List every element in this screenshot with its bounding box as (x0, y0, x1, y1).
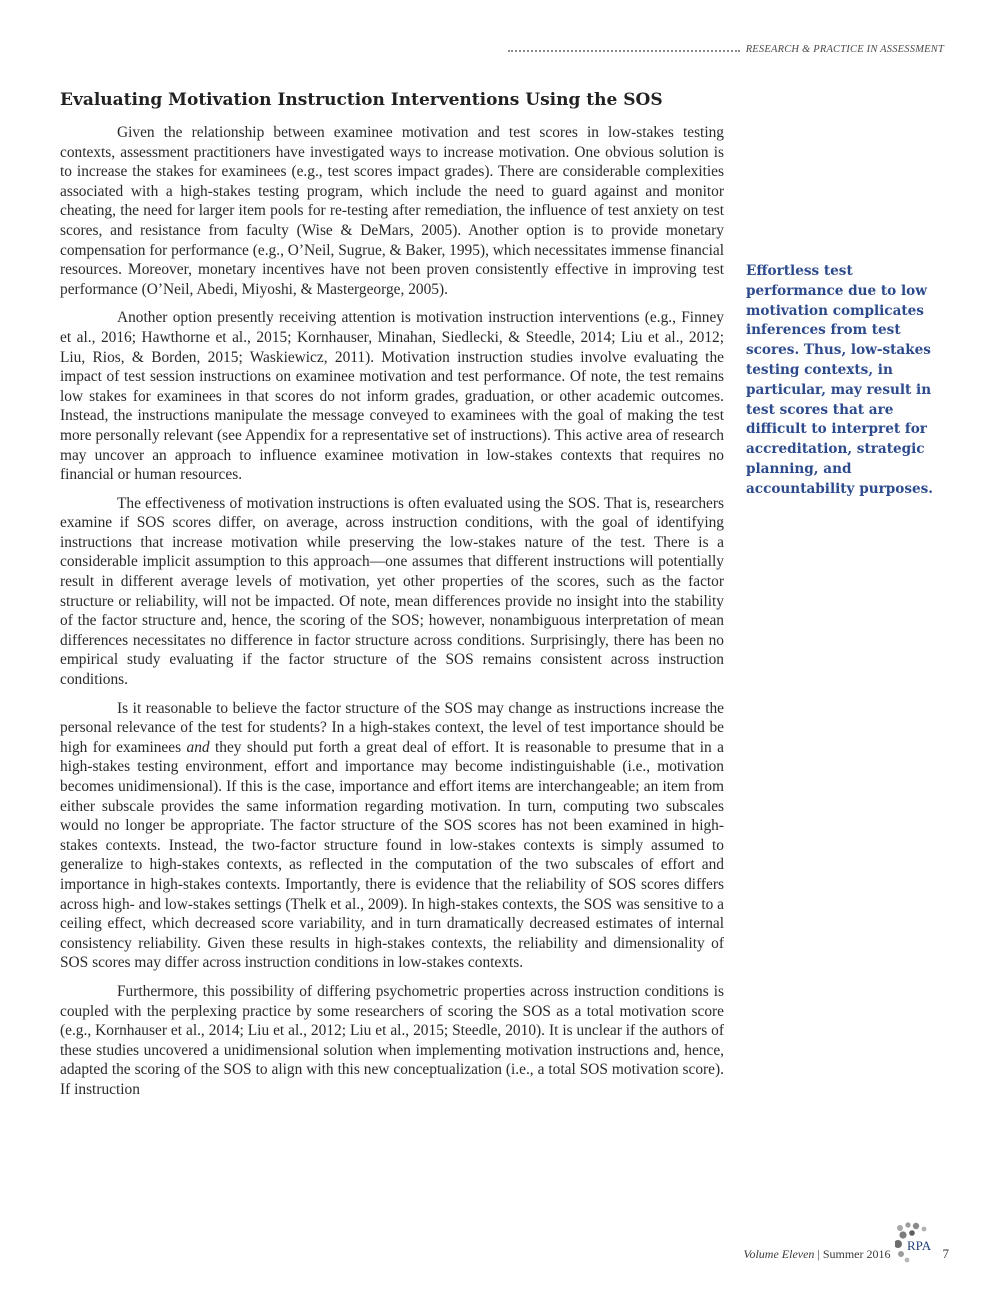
section-title: Evaluating Motivation Instruction Interventions Using the SOS (60, 90, 663, 110)
page-number: 7 (942, 1246, 949, 1261)
footer-separator: | (814, 1247, 823, 1261)
header-dotted-rule (508, 50, 740, 52)
season-label: Summer 2016 (822, 1247, 891, 1261)
logo-text: RPA (906, 1238, 931, 1253)
rpa-logo-icon (895, 1222, 935, 1264)
paragraph-1: Given the relationship between examinee motivation and test scores in low-stakes testing contexts, assessment practitioners have investigated ways to increase motivation. One obvious solution is to increase the stakes for examinees (e.g., test scores impact grades). There are considerable complexities associated with a high-stakes testing program, which include the need to guard against and monitor cheating, the need for larger item pools for re-testing after remediation, the influence of test anxiety on test scores, and resistance from faculty (Wise & DeMars, 2005). Another option is to provide monetary compensation for performance (e.g., O’Neil, Sugrue, & Baker, 1995), which necessitates immense financial resources. Moreover, monetary incentives have not been proven consistently effective in improving test performance (O’Neil, Abedi, Miyoshi, & Mastergeorge, 2005). (60, 124, 724, 298)
volume-label: Volume Eleven (743, 1247, 815, 1261)
journal-name: RESEARCH & PRACTICE IN ASSESSMENT (745, 44, 944, 55)
pull-quote: Effortless test performance due to low motivation complicates inferences from test scores. Thus, low-stakes testing contexts, in particular, may result in test scores that are difficult to interpret for accreditation, strategic planning, and accountability purposes. (746, 263, 934, 497)
paragraph-4-emphasis: and (186, 738, 210, 756)
article-body (60, 123, 724, 1109)
paragraph-4 (60, 699, 724, 973)
paragraph-4-part-1: Is it reasonable to believe the factor structure of the SOS may change as instructions increase the personal relevance of the test for students? In a high-stakes context, the level of test importance should be high for examinees (60, 699, 724, 756)
running-header (508, 44, 944, 55)
paragraph-3: The effectiveness of motivation instructions is often evaluated using the SOS. That is, researchers examine if SOS scores differ, on average, across instruction conditions, with the goal of identifying instructions that increase motivation while preserving the low-stakes nature of the test. There is a considerable implicit assumption to this approach—one assumes that different instructions will potentially result in different average levels of motivation, yet other properties of the scores, such as the factor structure or reliability, will not be impacted. Of note, mean differences provide no insight into the stability of the factor structure and, hence, the scoring of the SOS; however, nonambiguous interpretation of mean differences necessitates no difference in factor structure across conditions. Surprisingly, there has been no empirical study evaluating if the factor structure of the SOS remains consistent across instruction conditions. (60, 494, 724, 689)
paragraph-4-part-2: they should put forth a great deal of effort. It is reasonable to presume that in a high-stakes testing environment, effort and importance may become indistinguishable (i.e., motivation becomes unidimensional). If this is the case, importance and effort items are interchangeable; an item from either subscale provides the same information regarding motivation. In turn, computing two subscales would no longer be appropriate. The factor structure of the SOS scores has not been examined in high-stakes contexts. Instead, the two-factor structure found in low-stakes contexts is simply assumed to generalize to high-stakes contexts, as reflected in the computation of the two subscales of effort and importance in high-stakes contexts. Importantly, there is evidence that the reliability of SOS scores differs across high- and low-stakes settings (Thelk et al., 2009). In high-stakes contexts, the SOS was sensitive to a ceiling effect, which decreased score variability, and in turn dramatically decreased estimates of internal consistency reliability. Given these results in high-stakes contexts, the reliability and dimensionality of SOS scores may differ across instruction conditions in low-stakes contexts. (60, 738, 724, 972)
page-footer (743, 1222, 949, 1264)
paragraph-2: Another option presently receiving attention is motivation instruction interventions (e.g., Finney et al., 2016; Hawthorne et al., 2015; Kornhauser, Minahan, Siedlecki, & Steedle, 2014; Liu et al., 2012; Liu, Rios, & Borden, 2015; Waskiewicz, 2011). Motivation instruction studies involve evaluating the impact of test session instructions on examinee motivation and test performance. Of note, the test remains low stakes for examinees in that scores do not inform grades, graduation, or other academic outcomes. Instead, the instructions manipulate the message conveyed to examinees with the goal of making the test more personally relevant (see Appendix for a representative set of instructions). This active area of research may uncover an approach to influence examinee motivation in low-stakes contexts that requires no financial or human resources. (60, 309, 724, 484)
paragraph-5: Furthermore, this possibility of differing psychometric properties across instruction conditions is coupled with the perplexing practice by some researchers of scoring the SOS as a total motivation score (e.g., Kornhauser et al., 2014; Liu et al., 2012; Liu et al., 2015; Steedle, 2010). It is unclear if the authors of these studies uncovered a unidimensional solution when implementing motivation instructions and, hence, adapted the scoring of the SOS to align with this new conceptualization (i.e., a total SOS motivation score). If instruction (60, 982, 724, 1098)
issue-info (743, 1247, 890, 1264)
